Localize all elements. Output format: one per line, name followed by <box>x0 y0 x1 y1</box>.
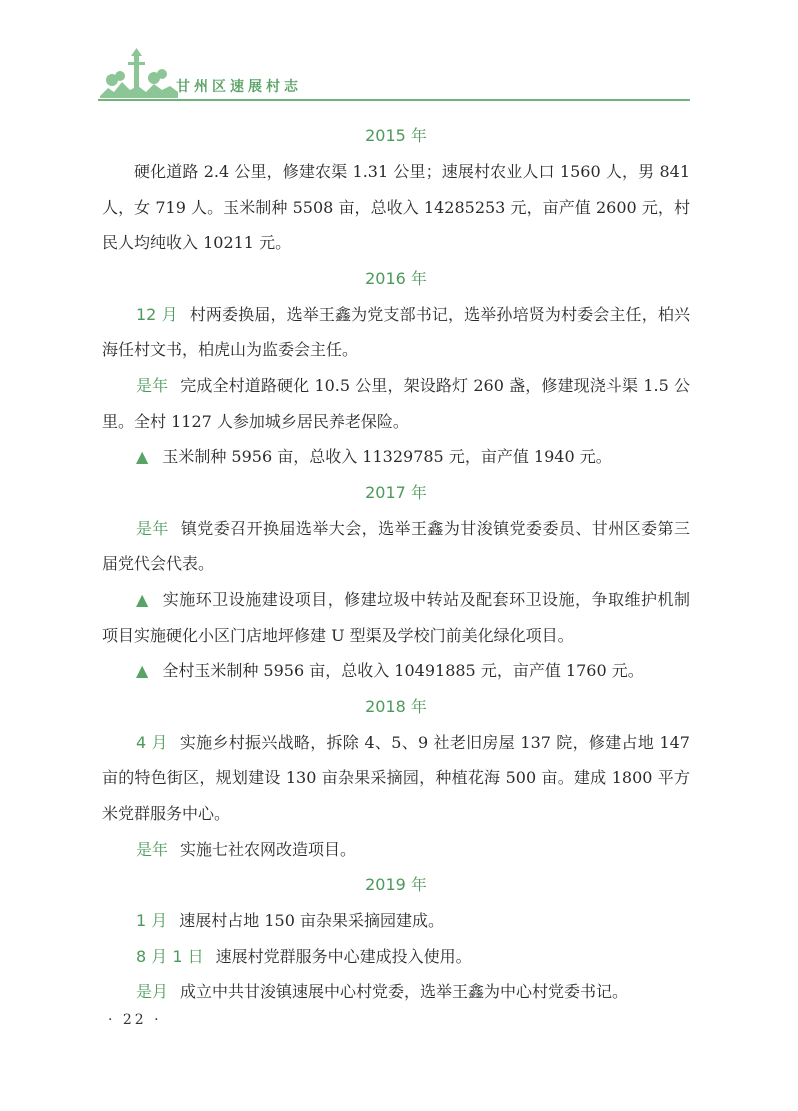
entry-date-label: 8 月 1 日 <box>136 946 204 966</box>
header-divider <box>98 99 690 101</box>
entry-text: 实施乡村振兴战略，拆除 4、5、9 社老旧房屋 137 院，修建占地 147 亩的特色街区，规划建设 130 亩杂果采摘园，种植花海 500 亩。建成 1800 平方米党群服务中心。 <box>102 732 690 823</box>
entry-text: 实施七社农网改造项目。 <box>180 839 357 859</box>
entry-date-label: 4 月 <box>136 732 168 752</box>
entry-text: 完成全村道路硬化 10.5 公里，架设路灯 260 盏，修建现浇斗渠 1.5 公里。全村 1127 人参加城乡居民养老保险。 <box>102 375 690 431</box>
book-title: 甘州区速展村志 <box>176 79 302 95</box>
page-header <box>98 46 690 104</box>
entry-text: 成立中共甘浚镇速展中心村党委，选举王鑫为中心村党委书记。 <box>180 982 629 1002</box>
entry-text: 村两委换届，选举王鑫为党支部书记，选举孙培贤为村委会主任，柏兴海任村文书，柏虎山为监委会主任。 <box>102 304 690 360</box>
chronicle-entry <box>102 582 690 653</box>
entry-date-label: 是月 <box>136 982 169 1002</box>
chronicle-entry <box>102 939 690 975</box>
entry-date-label: 1 月 <box>136 911 168 931</box>
entry-date-label: 是年 <box>136 375 169 395</box>
triangle-bullet-icon: ▲ <box>136 589 149 609</box>
entry-date-label: 是年 <box>136 518 169 538</box>
entry-text: 全村玉米制种 5956 亩，总收入 10491885 元，亩产值 1760 元。 <box>162 661 644 681</box>
entry-text: 实施环卫设施建设项目，修建垃圾中转站及配套环卫设施，争取维护机制项目实施硬化小区门店地坪修建 U 型渠及学校门前美化绿化项目。 <box>102 589 690 645</box>
year-heading: 2019 年 <box>365 875 427 895</box>
entry-date-label: 是年 <box>136 839 169 859</box>
chronicle-entry <box>102 154 690 261</box>
entry-text: 玉米制种 5956 亩，总收入 11329785 元，亩产值 1940 元。 <box>162 447 612 467</box>
chronicle-entry <box>102 653 690 689</box>
year-heading: 2016 年 <box>365 268 427 288</box>
year-heading: 2015 年 <box>365 126 427 145</box>
entry-text: 镇党委召开换届选举大会，选举王鑫为甘浚镇党委委员、甘州区委第三届党代会代表。 <box>102 518 690 574</box>
chronicle-body <box>102 118 690 1010</box>
entry-date-label: 12 月 <box>136 304 178 324</box>
year-heading: 2017 年 <box>365 482 427 502</box>
chronicle-entry <box>102 439 690 475</box>
page-number: · 22 · <box>108 1012 162 1028</box>
chronicle-entry <box>102 903 690 939</box>
chronicle-entry <box>102 368 690 439</box>
triangle-bullet-icon: ▲ <box>136 447 149 467</box>
chronicle-entry <box>102 974 690 1010</box>
chronicle-entry <box>102 725 690 832</box>
triangle-bullet-icon: ▲ <box>136 661 149 681</box>
entry-text: 速展村占地 150 亩杂果采摘园建成。 <box>179 911 444 931</box>
chronicle-entry <box>102 297 690 368</box>
landscape-logo-icon <box>98 46 178 98</box>
chronicle-entry <box>102 832 690 868</box>
entry-text: 硬化道路 2.4 公里，修建农渠 1.31 公里；速展村农业人口 1560 人，男 841 人，女 719 人。玉米制种 5508 亩，总收入 14285253 元，亩产值 2600 元，村民人均纯收入 10211 元。 <box>102 162 690 253</box>
chronicle-entry <box>102 511 690 582</box>
year-heading: 2018 年 <box>365 696 427 716</box>
entry-text: 速展村党群服务中心建成投入使用。 <box>215 946 472 966</box>
